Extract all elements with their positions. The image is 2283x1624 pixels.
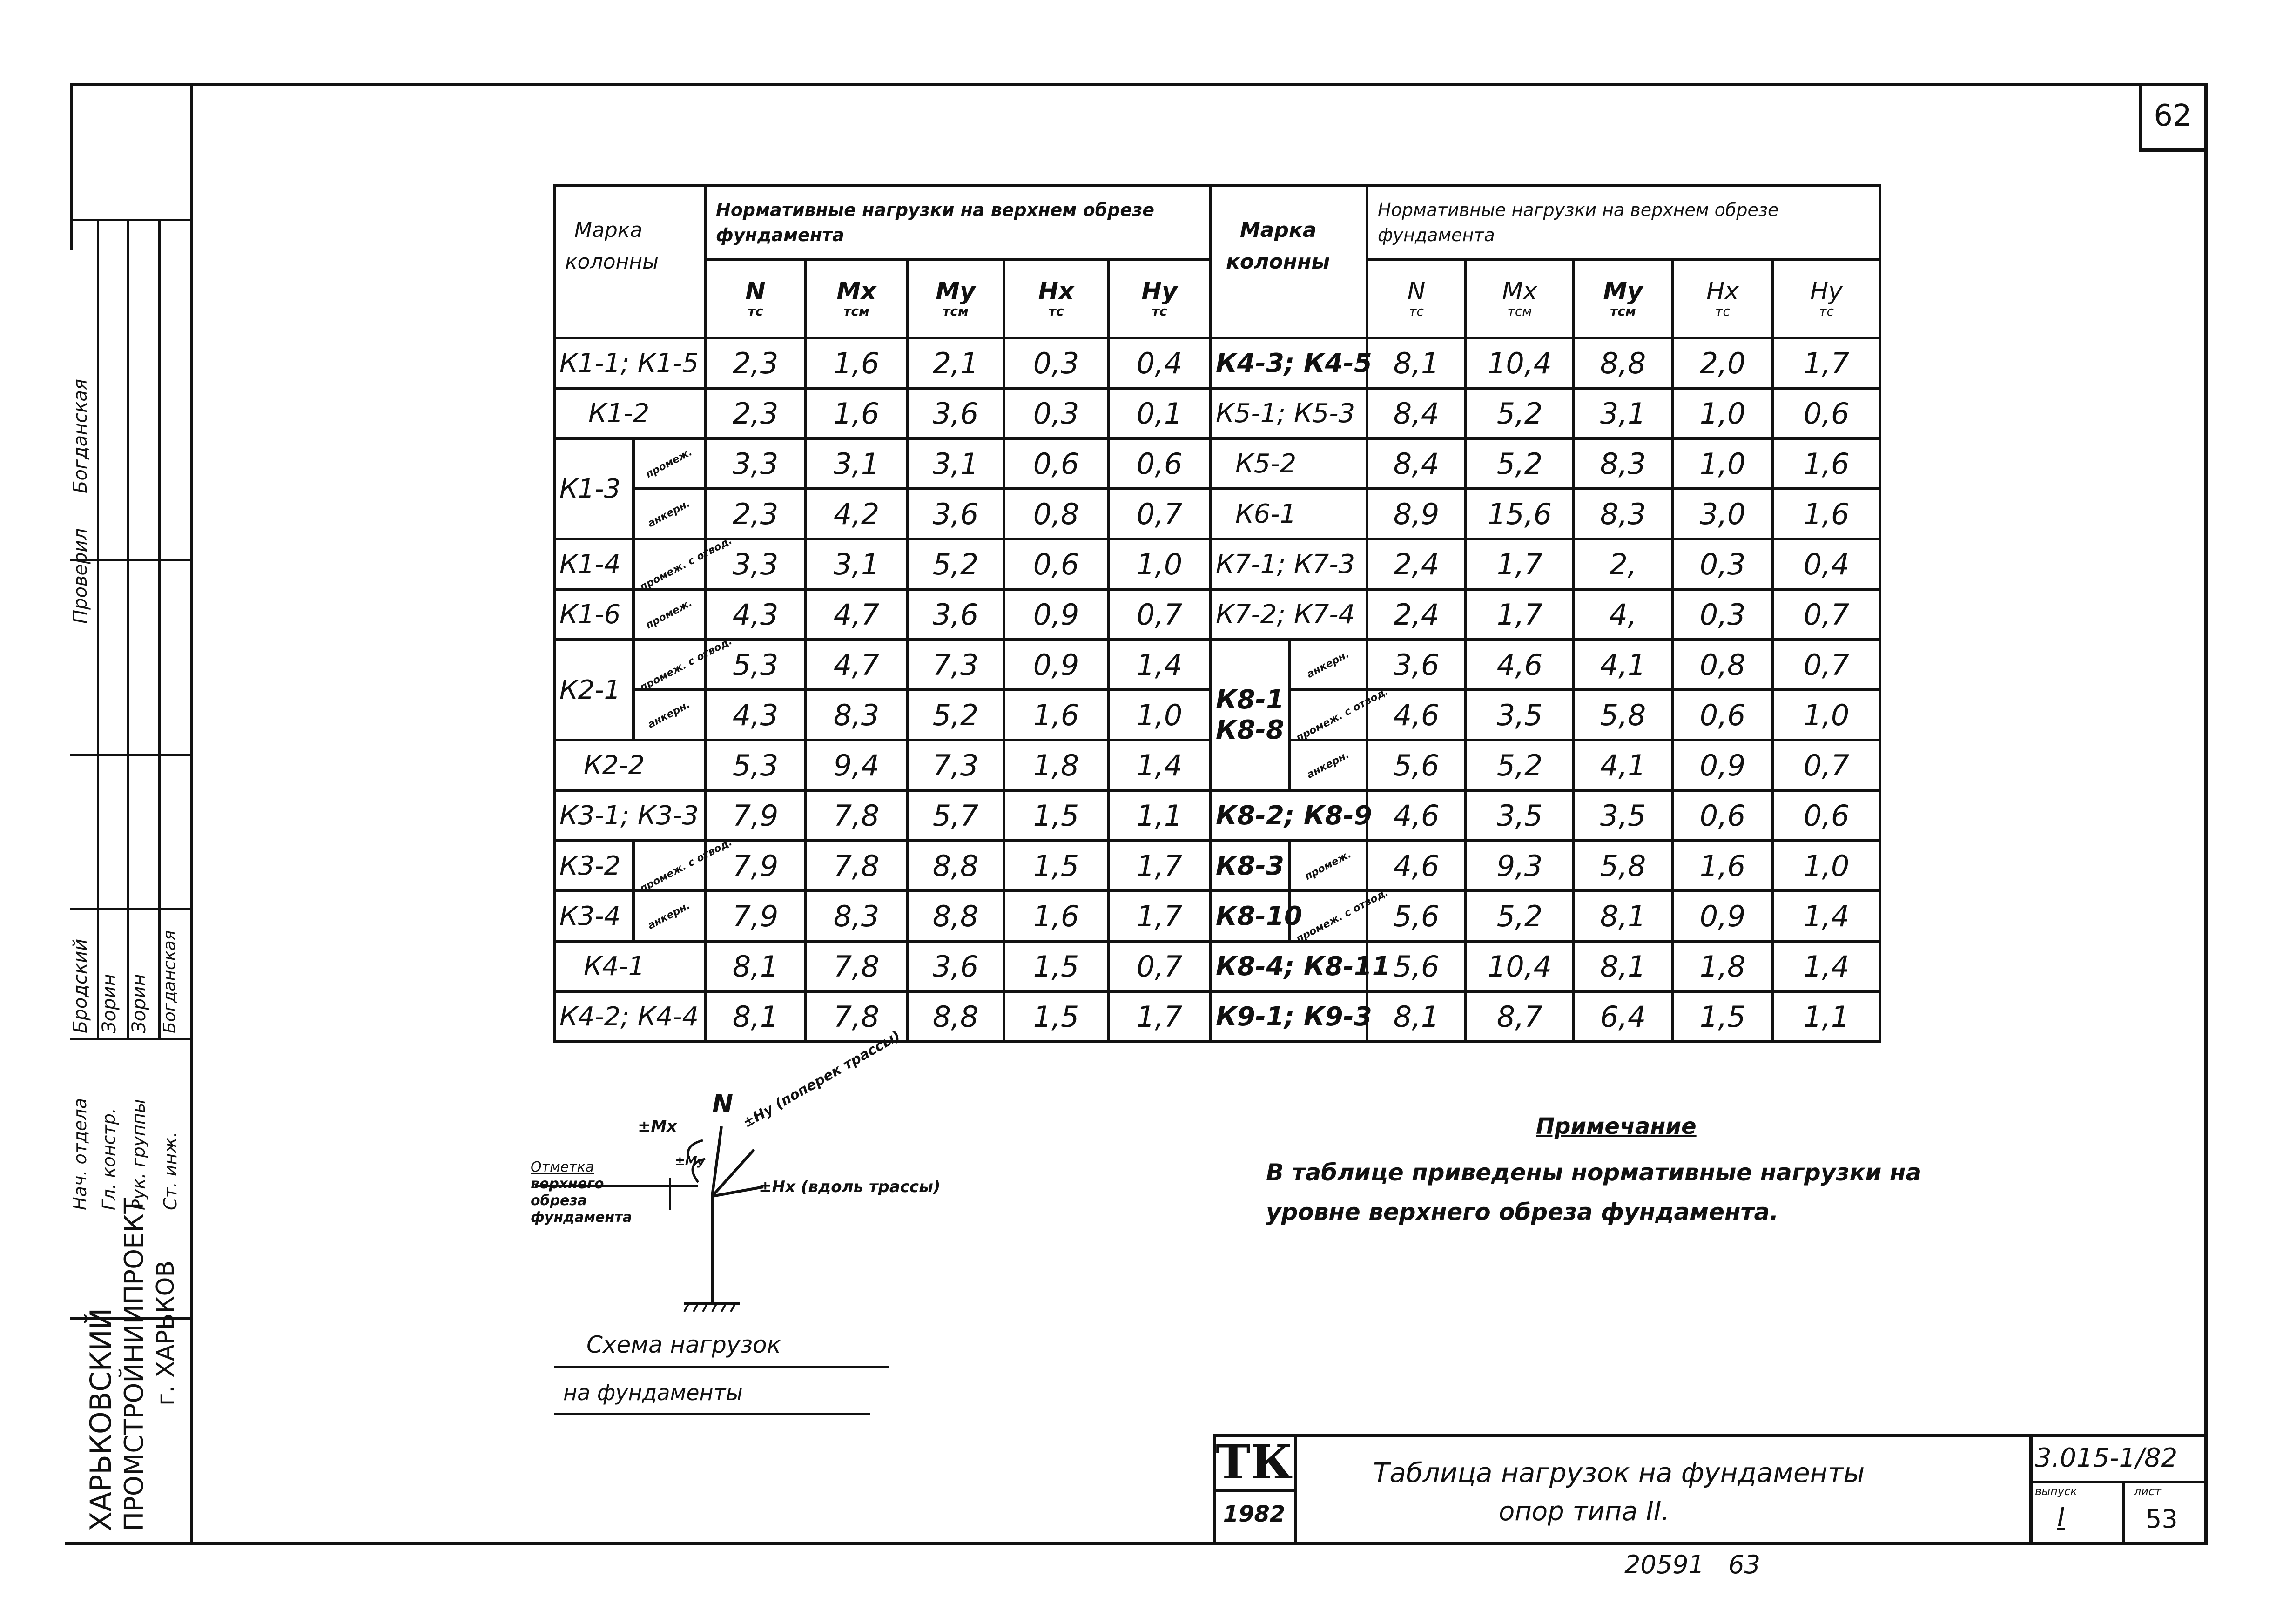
sidebar-role-4: Ст. инж.	[160, 1132, 181, 1210]
cell-mx: 3,5	[1466, 790, 1574, 841]
title-block-title-2: опор типа II.	[1499, 1496, 1670, 1527]
cell-hy: 1,0	[1773, 690, 1880, 740]
left-col-hx: Hx	[1038, 277, 1074, 305]
cell-hx: 0,3	[1672, 539, 1773, 589]
table-row	[1211, 388, 1880, 438]
cell-hy: 1,4	[1773, 891, 1880, 941]
scheme-my-label: ±My	[675, 1154, 705, 1168]
cell-hx: 0,3	[1004, 388, 1108, 438]
row-mark: К1-2	[554, 388, 705, 438]
loads-table-left	[553, 184, 1212, 1043]
cell-my: 3,5	[1574, 790, 1672, 841]
row-mark: К4-3; К4-5	[1211, 338, 1367, 388]
scheme-caption-2: на фундаменты	[563, 1380, 743, 1405]
cell-hx: 1,0	[1672, 388, 1773, 438]
right-col-hx: Hx	[1706, 277, 1739, 305]
cell-mx: 8,3	[806, 891, 907, 941]
cell-hy: 0,4	[1108, 338, 1211, 388]
cell-hy: 0,7	[1773, 589, 1880, 640]
cell-mx: 3,1	[806, 539, 907, 589]
row-mark-k8-1: К8-1	[1216, 685, 1284, 715]
frame-inner-left-line	[190, 83, 193, 1544]
table-row	[554, 690, 1211, 740]
scheme-hx-label: ±Hx (вдоль трассы)	[759, 1178, 941, 1196]
cell-n: 2,3	[705, 388, 806, 438]
sidebar-role-2: Гл. констр.	[99, 1108, 119, 1210]
cell-mx: 1,7	[1466, 539, 1574, 589]
cell-hx: 1,5	[1004, 941, 1108, 991]
cell-my: 3,6	[907, 941, 1004, 991]
row-sub: промеж. с отвод.	[1290, 891, 1367, 941]
title-block-title-1: Таблица нагрузок на фундаменты	[1373, 1457, 1865, 1489]
cell-n: 5,6	[1367, 740, 1466, 790]
table-row	[1211, 338, 1880, 388]
sidebar-name-checked: Богданская	[70, 379, 91, 493]
cell-mx: 9,4	[806, 740, 907, 790]
sidebar-role-3: Рук. группы	[128, 1099, 149, 1210]
cell-n: 8,4	[1367, 438, 1466, 489]
row-sub: промеж. с отвод.	[633, 841, 705, 891]
right-col-hy-unit: тс	[1819, 303, 1834, 319]
right-header-mark-1: Марка	[1240, 218, 1317, 242]
frame-top-line	[70, 83, 2208, 86]
cell-hy: 1,7	[1108, 891, 1211, 941]
title-block-logo-hline	[1213, 1489, 1297, 1492]
sidebar-role-1: Нач. отдела	[70, 1098, 90, 1210]
cell-n: 8,1	[705, 991, 806, 1042]
cell-hx: 0,8	[1672, 640, 1773, 690]
right-header-mark-2: колонны	[1226, 250, 1330, 274]
cell-my: 8,8	[907, 891, 1004, 941]
table-row	[1211, 891, 1880, 941]
left-header-loads: Нормативные нагрузки на верхнем обрезе фундамента	[705, 185, 1211, 260]
cell-mx: 8,7	[1466, 991, 1574, 1042]
cell-mx: 5,2	[1466, 891, 1574, 941]
right-col-my-unit: тсм	[1610, 303, 1636, 319]
row-mark: К8-2; К8-9	[1211, 790, 1367, 841]
cell-my: 2,1	[907, 338, 1004, 388]
level-label-4: фундамента	[531, 1209, 632, 1226]
cell-mx: 15,6	[1466, 489, 1574, 539]
scheme-level-label	[531, 1159, 632, 1226]
left-col-n: N	[745, 277, 766, 305]
cell-my: 8,1	[1574, 891, 1672, 941]
table-row	[554, 438, 1211, 489]
row-mark: К3-1; К3-3	[554, 790, 705, 841]
cell-hy: 0,7	[1108, 589, 1211, 640]
left-header-mark-1: Марка	[574, 218, 643, 242]
right-col-hy: Hy	[1810, 277, 1843, 305]
table-row	[1211, 941, 1880, 991]
cell-my: 3,1	[1574, 388, 1672, 438]
cell-my: 4,	[1574, 589, 1672, 640]
cell-mx: 8,3	[806, 690, 907, 740]
row-mark: К5-2	[1211, 438, 1367, 489]
left-col-my-unit: тсм	[943, 303, 969, 319]
cell-my: 4,1	[1574, 740, 1672, 790]
right-col-mx: Mx	[1502, 277, 1537, 305]
cell-n: 8,4	[1367, 388, 1466, 438]
title-block-logo: ТК	[1216, 1435, 1293, 1489]
cell-n: 5,6	[1367, 891, 1466, 941]
cell-hx: 1,5	[1004, 991, 1108, 1042]
loads-table-right	[1209, 184, 1881, 1043]
sidebar-name-2: Зорин	[99, 974, 120, 1033]
cell-my: 7,3	[907, 640, 1004, 690]
cell-mx: 10,4	[1466, 338, 1574, 388]
cell-my: 7,3	[907, 740, 1004, 790]
table-row	[1211, 790, 1880, 841]
cell-hy: 0,6	[1773, 790, 1880, 841]
cell-hy: 1,0	[1108, 690, 1211, 740]
row-sub: анкерн.	[633, 690, 705, 740]
table-row	[554, 539, 1211, 589]
cell-n: 7,9	[705, 891, 806, 941]
cell-hx: 1,5	[1672, 991, 1773, 1042]
cell-mx: 7,8	[806, 790, 907, 841]
cell-my: 2,	[1574, 539, 1672, 589]
right-header-loads: Нормативные нагрузки на верхнем обрезе фундамента	[1367, 185, 1880, 260]
cell-hx: 0,6	[1672, 790, 1773, 841]
left-col-hy-unit: тс	[1152, 303, 1167, 319]
note-text-1: В таблице приведены нормативные нагрузки на	[1266, 1159, 1922, 1186]
cell-hy: 0,7	[1773, 640, 1880, 690]
title-block-code-divider	[2029, 1434, 2033, 1542]
title-block-issue: I	[2057, 1503, 2065, 1533]
sidebar-name-3: Зорин	[128, 974, 150, 1033]
cell-n: 4,6	[1367, 690, 1466, 740]
cell-hx: 1,5	[1004, 790, 1108, 841]
cell-hy: 1,7	[1108, 991, 1211, 1042]
cell-hx: 0,3	[1672, 589, 1773, 640]
cell-hy: 1,4	[1108, 740, 1211, 790]
cell-hy: 0,6	[1773, 388, 1880, 438]
cell-my: 8,1	[1574, 941, 1672, 991]
left-header-mark-2: колонны	[565, 250, 659, 274]
scheme-caption-underline-2	[554, 1413, 870, 1415]
right-col-my: My	[1603, 277, 1643, 305]
cell-hy: 1,1	[1773, 991, 1880, 1042]
cell-mx: 10,4	[1466, 941, 1574, 991]
cell-hy: 1,7	[1773, 338, 1880, 388]
cell-hy: 0,7	[1773, 740, 1880, 790]
row-sub: промеж. с отвод.	[1290, 690, 1367, 740]
table-row	[554, 388, 1211, 438]
cell-hy: 0,4	[1773, 539, 1880, 589]
cell-hy: 0,7	[1108, 941, 1211, 991]
cell-hx: 3,0	[1672, 489, 1773, 539]
cell-mx: 9,3	[1466, 841, 1574, 891]
cell-hy: 1,4	[1108, 640, 1211, 690]
table-row	[554, 941, 1211, 991]
cell-hy: 1,6	[1773, 438, 1880, 489]
left-col-mx-unit: тсм	[843, 303, 869, 319]
cell-mx: 4,7	[806, 589, 907, 640]
table-row	[554, 790, 1211, 841]
row-mark: К1-6	[554, 589, 633, 640]
table-row	[554, 338, 1211, 388]
note-title: Примечание	[1536, 1113, 1697, 1139]
cell-mx: 7,8	[806, 841, 907, 891]
cell-hy: 1,1	[1108, 790, 1211, 841]
cell-hy: 0,1	[1108, 388, 1211, 438]
row-mark: К1-4	[554, 539, 633, 589]
table-row	[554, 589, 1211, 640]
left-col-n-unit: тс	[748, 303, 763, 319]
cell-n: 2,3	[705, 489, 806, 539]
row-sub: анкерн.	[1290, 640, 1367, 690]
cell-hy: 1,6	[1773, 489, 1880, 539]
title-block-code: 3.015-1/82	[2035, 1443, 2178, 1473]
cell-mx: 5,2	[1466, 388, 1574, 438]
cell-n: 8,1	[1367, 338, 1466, 388]
cell-n: 4,6	[1367, 790, 1466, 841]
cell-hx: 0,9	[1004, 589, 1108, 640]
cell-my: 4,1	[1574, 640, 1672, 690]
row-mark: К1-1; К1-5	[554, 338, 705, 388]
cell-hx: 0,6	[1672, 690, 1773, 740]
page-number: 62	[2154, 99, 2192, 133]
table-row	[1211, 539, 1880, 589]
cell-n: 5,6	[1367, 941, 1466, 991]
table-row	[1211, 991, 1880, 1042]
cell-mx: 1,7	[1466, 589, 1574, 640]
cell-hx: 0,9	[1672, 740, 1773, 790]
sidebar-role-checked: Проверил	[70, 528, 91, 624]
row-mark: К8-10	[1211, 891, 1290, 941]
cell-n: 7,9	[705, 841, 806, 891]
cell-hx: 1,8	[1672, 941, 1773, 991]
table-row	[554, 891, 1211, 941]
right-col-hx-unit: тс	[1715, 303, 1730, 319]
cell-hy: 1,0	[1773, 841, 1880, 891]
cell-my: 8,8	[1574, 338, 1672, 388]
row-mark	[1211, 640, 1290, 790]
scheme-caption-underline-1	[554, 1366, 889, 1368]
left-col-hx-unit: тс	[1048, 303, 1064, 319]
title-block-issue-divider	[2122, 1481, 2125, 1542]
row-mark: К3-2	[554, 841, 633, 891]
sidebar-name-1: Бродский	[70, 938, 91, 1033]
cell-my: 5,7	[907, 790, 1004, 841]
row-mark: К7-1; К7-3	[1211, 539, 1367, 589]
row-sub: промеж. с отвод.	[633, 539, 705, 589]
cell-hx: 0,8	[1004, 489, 1108, 539]
cell-hx: 1,0	[1672, 438, 1773, 489]
cell-n: 3,3	[705, 438, 806, 489]
row-mark: К8-3	[1211, 841, 1290, 891]
sidebar-name-4: Богданская	[160, 930, 179, 1033]
cell-my: 6,4	[1574, 991, 1672, 1042]
cell-my: 3,1	[907, 438, 1004, 489]
cell-my: 5,8	[1574, 841, 1672, 891]
cell-n: 8,1	[1367, 991, 1466, 1042]
cell-n: 2,4	[1367, 589, 1466, 640]
table-row	[554, 489, 1211, 539]
row-mark: К7-2; К7-4	[1211, 589, 1367, 640]
cell-mx: 7,8	[806, 941, 907, 991]
cell-hx: 1,8	[1004, 740, 1108, 790]
cell-hx: 2,0	[1672, 338, 1773, 388]
table-row	[1211, 740, 1880, 790]
cell-hx: 0,9	[1004, 640, 1108, 690]
frame-right-line	[2204, 83, 2208, 1544]
table-row	[1211, 690, 1880, 740]
level-label-3: обреза	[531, 1193, 587, 1209]
cell-n: 8,1	[705, 941, 806, 991]
cell-n: 5,3	[705, 740, 806, 790]
cell-mx: 4,7	[806, 640, 907, 690]
scheme-n-label: N	[712, 1089, 734, 1119]
sidebar-org-1: ХАРЬКОВСКИЙ	[84, 1307, 118, 1531]
cell-my: 8,8	[907, 991, 1004, 1042]
row-mark: К2-1	[554, 640, 633, 740]
cell-my: 8,3	[1574, 438, 1672, 489]
cell-mx: 3,1	[806, 438, 907, 489]
bottom-number: 20591 63	[1624, 1550, 1760, 1579]
table-row	[1211, 841, 1880, 891]
title-block-sheet: 53	[2146, 1504, 2178, 1534]
cell-mx: 1,6	[806, 388, 907, 438]
cell-my: 8,8	[907, 841, 1004, 891]
title-block-sheet-label: лист	[2134, 1485, 2162, 1498]
note-text-2: уровне верхнего обреза фундамента.	[1266, 1199, 1779, 1226]
cell-hx: 0,9	[1672, 891, 1773, 941]
cell-hy: 1,0	[1108, 539, 1211, 589]
cell-mx: 4,6	[1466, 640, 1574, 690]
cell-n: 2,4	[1367, 539, 1466, 589]
cell-n: 4,6	[1367, 841, 1466, 891]
row-mark: К3-4	[554, 891, 633, 941]
cell-hy: 0,7	[1108, 489, 1211, 539]
row-mark: К4-2; К4-4	[554, 991, 705, 1042]
row-sub: анкерн.	[633, 891, 705, 941]
cell-mx: 4,2	[806, 489, 907, 539]
cell-hy: 0,6	[1108, 438, 1211, 489]
row-mark: К1-3	[554, 438, 633, 539]
row-sub: промеж.	[633, 589, 705, 640]
row-mark: К8-4; К8-11	[1211, 941, 1367, 991]
right-col-n-unit: тс	[1409, 303, 1424, 319]
row-mark: К6-1	[1211, 489, 1367, 539]
cell-n: 3,3	[705, 539, 806, 589]
right-col-mx-unit: тсм	[1507, 303, 1532, 319]
table-row	[554, 740, 1211, 790]
level-label-1: Отметка	[531, 1159, 594, 1175]
cell-my: 3,6	[907, 589, 1004, 640]
cell-my: 8,3	[1574, 489, 1672, 539]
table-row	[1211, 438, 1880, 489]
table-row	[1211, 640, 1880, 690]
cell-my: 5,8	[1574, 690, 1672, 740]
cell-hx: 0,6	[1004, 438, 1108, 489]
cell-hx: 1,5	[1004, 841, 1108, 891]
cell-hx: 0,6	[1004, 539, 1108, 589]
scheme-hy-label: ±Hy (поперек трассы)	[740, 1027, 903, 1132]
sidebar-org-3: г. ХАРЬКОВ	[152, 1260, 180, 1406]
cell-hx: 1,6	[1004, 690, 1108, 740]
cell-n: 7,9	[705, 790, 806, 841]
row-sub: анкерн.	[633, 489, 705, 539]
cell-mx: 5,2	[1466, 740, 1574, 790]
row-sub: промеж.	[633, 438, 705, 489]
cell-hx: 0,3	[1004, 338, 1108, 388]
title-block-year: 1982	[1223, 1501, 1286, 1527]
row-mark: К2-2	[554, 740, 705, 790]
title-block-code-hline	[2029, 1481, 2204, 1483]
title-block-issue-label: выпуск	[2035, 1485, 2077, 1498]
table-row	[1211, 589, 1880, 640]
row-mark-k8-8: К8-8	[1216, 715, 1284, 745]
table-row	[554, 841, 1211, 891]
row-mark: К5-1; К5-3	[1211, 388, 1367, 438]
right-col-n: N	[1407, 277, 1426, 305]
cell-hy: 1,7	[1108, 841, 1211, 891]
cell-n: 5,3	[705, 640, 806, 690]
cell-my: 5,2	[907, 539, 1004, 589]
cell-mx: 1,6	[806, 338, 907, 388]
row-mark: К4-1	[554, 941, 705, 991]
row-sub: промеж.	[1290, 841, 1367, 891]
cell-n: 3,6	[1367, 640, 1466, 690]
left-col-mx: Mx	[836, 277, 876, 305]
left-col-my: My	[936, 277, 976, 305]
table-row	[1211, 489, 1880, 539]
title-block-logo-divider	[1294, 1434, 1297, 1542]
cell-mx: 7,8	[806, 991, 907, 1042]
cell-n: 2,3	[705, 338, 806, 388]
level-label-2: верхнего	[531, 1176, 604, 1192]
cell-my: 3,6	[907, 489, 1004, 539]
cell-n: 8,9	[1367, 489, 1466, 539]
cell-mx: 3,5	[1466, 690, 1574, 740]
cell-my: 3,6	[907, 388, 1004, 438]
left-col-hy: Hy	[1141, 277, 1178, 305]
row-sub: промеж. с отвод.	[633, 640, 705, 690]
cell-hx: 1,6	[1004, 891, 1108, 941]
row-sub: анкерн.	[1290, 740, 1367, 790]
cell-n: 4,3	[705, 589, 806, 640]
cell-hx: 1,6	[1672, 841, 1773, 891]
cell-mx: 5,2	[1466, 438, 1574, 489]
row-mark: К9-1; К9-3	[1211, 991, 1367, 1042]
scheme-mx-label: ±Mx	[638, 1117, 677, 1136]
cell-n: 4,3	[705, 690, 806, 740]
cell-hy: 1,4	[1773, 941, 1880, 991]
table-row	[554, 640, 1211, 690]
cell-my: 5,2	[907, 690, 1004, 740]
scheme-caption-1: Схема нагрузок	[586, 1331, 781, 1358]
sidebar-org-2: ПРОМСТРОЙНИИПРОЕКТ	[119, 1198, 149, 1531]
